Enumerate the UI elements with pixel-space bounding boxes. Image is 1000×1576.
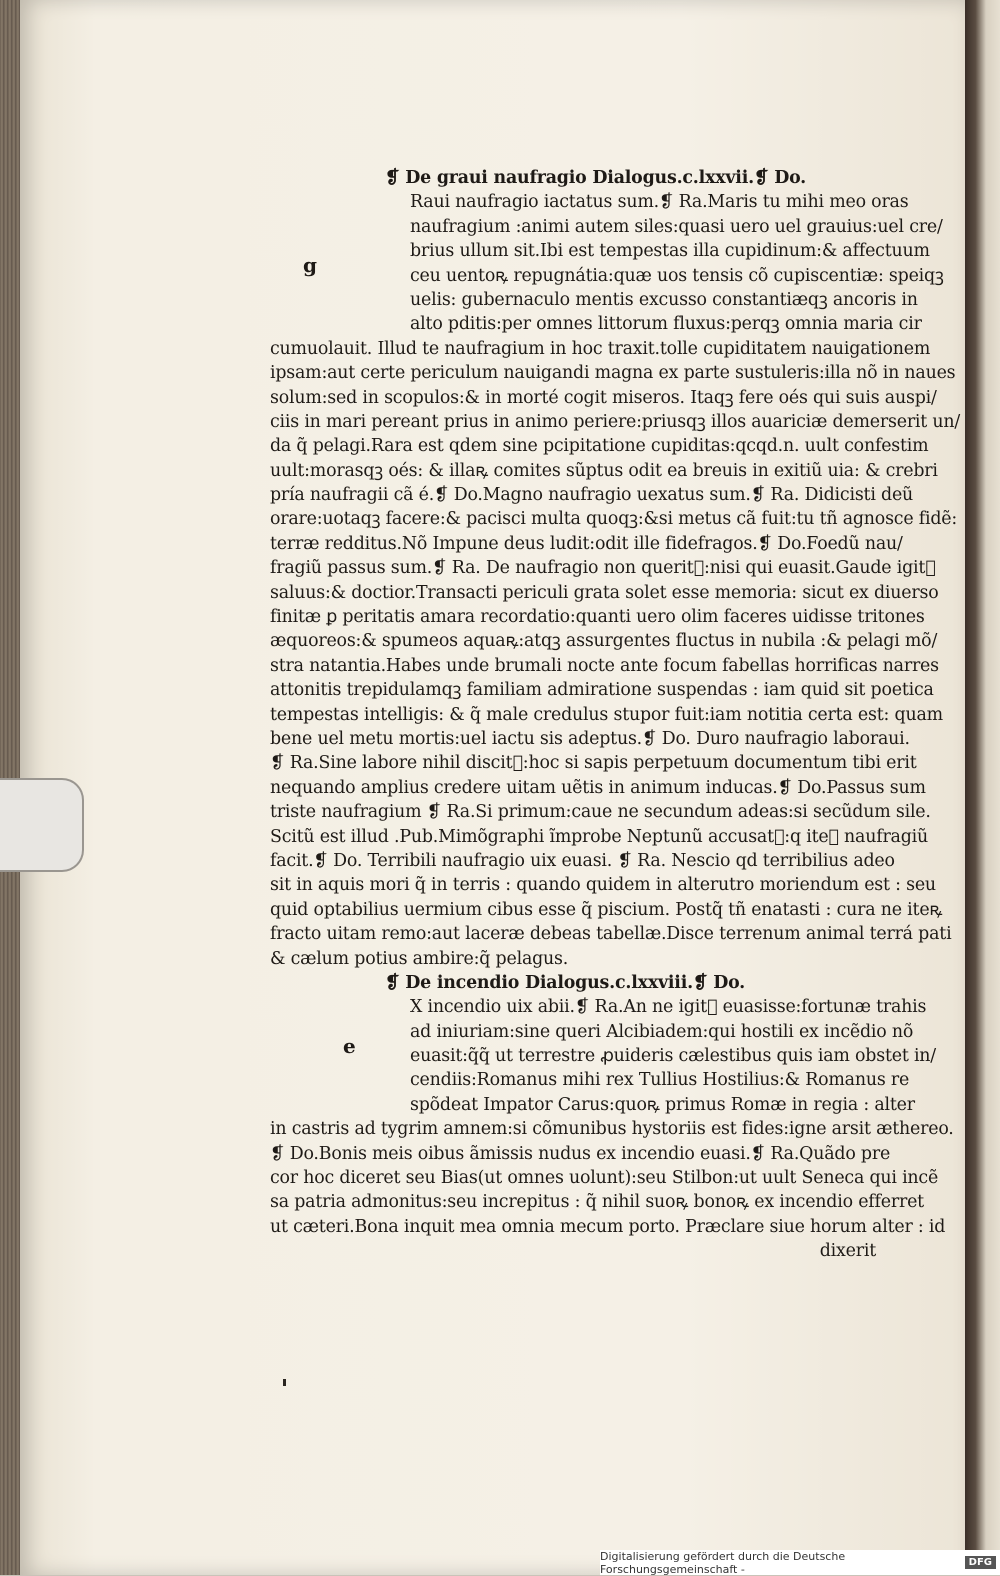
text-line: tempestas intelligis: & q̃ male credulus stupor fuit:iam notitia certa est: quam — [270, 704, 943, 725]
text-line: quid optabilius uermium cibus esse q̃ piscium. Postq̃ tñ enatasti : cura ne iteꝶ — [270, 899, 943, 920]
margin-signature-e: e — [343, 1034, 356, 1058]
text-line: cumuolauit. Illud te naufragium in hoc traxit.tolle cupiditatem nauigationem — [270, 338, 931, 359]
text-line: X incendio uix abii.❡ Ra.An ne igitᷣ euasisse:fortunæ trahis — [410, 997, 927, 1018]
text-line: bene uel metu mortis:uel iactu sis adeptus.❡ Do. Duro naufragio laboraui. — [270, 728, 910, 749]
text-line: æquoreos:& spumeos aquaꝶ:atqꝫ assurgentes fluctus in nubila :& pelagi mõ/ — [270, 631, 938, 652]
margin-signature-g: g — [303, 253, 317, 277]
text-line: in castris ad tygrim amnem:si cõmunibus hystoriis est fides:igne arsit æthereo. — [270, 1119, 954, 1140]
section-heading: ❡ De incendio Dialogus.c.lxxviii.❡ Do. — [385, 972, 746, 993]
text-line: ❡ Ra.Sine labore nihil discitᷣ:hoc si sapis perpetuum documentum tibi erit — [270, 753, 917, 774]
text-line: finitæ ꝑ peritatis amara recordatio:quanti uero olim faceres uidisse tritones — [270, 607, 925, 628]
text-line: ❡ Do.Bonis meis oibus ãmissis nudus ex incendio euasi.❡ Ra.Quãdo pre — [270, 1143, 891, 1164]
section-heading: ❡ De graui naufragio Dialogus.c.lxxvii.❡ Do. — [385, 168, 807, 188]
text-line: Raui naufragio iactatus sum.❡ Ra.Maris tu mihi meo oras — [410, 192, 909, 213]
text-line: brius ullum sit.Ibi est tempestas illa cupidinum:& affectuum — [410, 241, 930, 262]
text-line: uult:morasqꝫ oés: & illaꝶ comites sũptus odit ea breuis in exitiũ uia: & crebri — [270, 460, 938, 481]
text-line: sit in aquis mori q̃ in terris : quando quidem in alterutro moriendum est : seu — [270, 875, 936, 896]
text-line: alto pditis:per omnes littorum fluxus:perqꝫ omnia maria cir — [410, 314, 922, 335]
text-line: cor hoc diceret seu Bias(ut omnes uolunt):seu Stilbon:ut uult Seneca qui incẽ — [270, 1168, 939, 1189]
text-line: triste naufragium ❡ Ra.Si primum:caue ne secundum adeas:si secũdum sile. — [270, 802, 931, 823]
text-line: naufragium :animi autem siles:quasi uero uel grauius:uel cre/ — [410, 216, 943, 237]
text-line: cendiis:Romanus mihi rex Tullius Hostilius:& Romanus re — [410, 1070, 910, 1091]
text-line: da q̃ pelagi.Rara est qdem sine pcipitatione cupiditas:qcqd.n. uult confestim — [270, 436, 929, 457]
text-line: ceu uentoꝶ repugnátia:quæ uos tensis cõ cupiscentiæ: speiqꝫ — [410, 265, 944, 286]
text-line: Scitũ est illud .Pub.Mimõgraphi ĩmprobe Neptunũ accusatᷣ:q iteꝶ naufragiũ — [270, 826, 929, 847]
text-line: attonitis trepidulamqꝫ familiam admiratione suspendas : iam quid sit poetica — [270, 680, 934, 701]
catchword: dixerit — [819, 1241, 876, 1262]
text-line: ut cæteri.Bona inquit mea omnia mecum porto. Præclare siue horum alter : id — [270, 1216, 946, 1237]
text-line: ad iniuriam:sine queri Alcibiadem:qui hostili ex incẽdio nõ — [410, 1021, 914, 1042]
text-line: orare:uotaqꝫ facere:& pacisci multa quoqꝫ:&si metus cã fuit:tu tñ agnosce fidẽ: — [270, 509, 958, 530]
text-line: ipsam:aut certe periculum nauigandi magna ex parte sustuleris:illa nõ in naues — [270, 363, 956, 384]
text-line: euasit:q̃q̃ ut terrestre ꝓuideris cælestibus quis iam obstet in/ — [410, 1046, 936, 1067]
text-line: pría naufragii cã é.❡ Do.Magno naufragio uexatus sum.❡ Ra. Didicisti deũ — [270, 485, 914, 506]
text-line: fragiũ passus sum.❡ Ra. De naufragio non queritᷣ:nisi qui euasit.Gaude igitᷣ — [270, 558, 936, 579]
ink-mark — [283, 1379, 286, 1386]
text-line: uelis: gubernaculo mentis excusso constantiæqꝫ ancoris in — [410, 289, 918, 310]
book-gutter — [965, 0, 1000, 1575]
text-line: ciis in mari pereant prius in animo periere:priusqꝫ illos auariciæ demerserit un/ — [270, 411, 961, 432]
text-line: saluus:& doctior.Transacti periculi grata solet esse memoria: sicut ex diuerso — [270, 582, 939, 603]
text-line: fracto uitam remo:aut laceræ debeas tabellæ.Disce terrenum animal terrá pati — [270, 924, 952, 945]
page-marker-tab — [0, 778, 84, 872]
text-line: sa patria admonitus:seu increpitus : q̃ nihil suoꝶ bonoꝶ ex incendio efferret — [270, 1192, 924, 1213]
text-line: terræ redditus.Nõ Impune deus ludit:odit ille fidefragos.❡ Do.Foedũ nau/ — [270, 533, 903, 554]
funding-footer — [600, 1550, 1000, 1575]
text-line: stra natantia.Habes unde brumali nocte ante focum fabellas horrificas narres — [270, 655, 939, 676]
dfg-logo: DFG — [965, 1556, 996, 1569]
footer-text: Digitalisierung gefördert durch die Deutsche Forschungsgemeinschaft - — [600, 1549, 846, 1576]
text-line: & cælum potius ambire:q̃ pelagus. — [270, 948, 569, 969]
text-line: spõdeat Impator Carus:quoꝶ primus Romæ in regia : alter — [410, 1094, 915, 1115]
text-line: nequando amplius credere uitam uẽtis in animum inducas.❡ Do.Passus sum — [270, 777, 926, 798]
text-line: facit.❡ Do. Terribili naufragio uix euasi. ❡ Ra. Nescio qd terribilius adeo — [270, 850, 895, 871]
text-line: solum:sed in scopulos:& in morté cogit miseros. Itaqꝫ fere oés qui suis auspi/ — [270, 387, 937, 408]
page-text — [270, 166, 961, 1264]
